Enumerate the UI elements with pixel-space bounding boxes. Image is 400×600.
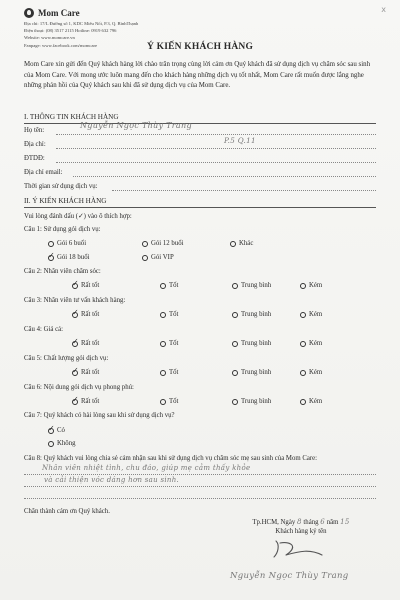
check-mark-icon: ✓ [72,365,79,375]
brand-name: Mom Care [38,8,80,18]
option-label: Rất tốt [81,340,100,347]
check-mark-icon: ✓ [72,278,79,288]
q8-line-3 [24,498,376,499]
option-label: Kém [309,282,323,289]
contact-fanpage: Fanpage: www.facebook.com/momcare [24,42,98,48]
signature-name: Nguyễn Ngọc Thùy Trang [230,571,349,581]
radio-icon[interactable] [72,307,79,318]
q1-option-other[interactable] [230,240,253,247]
q8-label: Câu 8: Quý khách vui lòng chia sẻ cảm nhận sau khi sử dụng dịch vụ chăm sóc mẹ sau sinh của Mom Care: [24,455,318,462]
radio-icon[interactable] [160,312,166,318]
radio-icon[interactable] [300,399,306,405]
q1-option-vip[interactable] [142,254,174,261]
q4-option-1[interactable] [160,340,178,347]
field-usage-time-line[interactable] [112,190,376,191]
radio-icon[interactable] [48,250,55,261]
check-mark-icon: ✓ [48,250,55,260]
q6-option-1[interactable] [160,398,178,405]
section-customer-info-heading: I. THÔNG TIN KHÁCH HÀNG [24,113,119,121]
instruction-text: Vui lòng đánh dấu (✓) vào ô thích hợp: [24,213,132,220]
q4-label: Câu 4: Giá cả: [24,326,64,333]
q6-option-3[interactable] [300,398,322,405]
option-label: Tốt [169,282,179,289]
radio-icon[interactable] [230,241,236,247]
option-label: Tốt [169,369,179,376]
q2-option-0[interactable] [72,278,100,289]
q3-option-3[interactable] [300,311,322,318]
q3-option-0[interactable] [72,307,100,318]
section-divider [24,207,376,208]
option-label: Rất tốt [81,369,100,376]
q7-label: Câu 7: Quý khách có hài lòng sau khi sử dụng dịch vụ? [24,412,175,419]
field-email-line[interactable] [73,176,376,177]
date-year[interactable]: 15 [340,518,350,526]
month-label: tháng [303,519,319,526]
radio-icon[interactable] [160,370,166,376]
q6-option-2[interactable] [232,398,271,405]
option-label: Kém [309,311,323,318]
option-label: Gói 6 buổi [57,240,87,247]
option-label: Khác [239,240,254,247]
radio-icon[interactable] [142,255,148,261]
field-name-value[interactable]: Nguyễn Ngọc Thùy Trang [80,121,192,130]
signature-date-line [226,518,376,526]
q1-option-12[interactable] [142,240,183,247]
option-label: Tốt [169,311,179,318]
option-label: Kém [309,369,323,376]
q3-label: Câu 3: Nhân viên tư vấn khách hàng: [24,297,126,304]
q8-line-1 [24,474,376,475]
q8-answer-line-1[interactable]: Nhân viên nhiệt tình, chu đáo, giúp mẹ cảm thấy khỏe [42,464,251,472]
option-label: Tốt [169,398,179,405]
signature-label: Khách hàng ký tên [275,528,327,535]
q5-option-1[interactable] [160,369,178,376]
date-prefix: Tp.HCM, Ngày [252,519,296,526]
q5-option-2[interactable] [232,369,271,376]
check-mark-icon: ✓ [72,336,79,346]
radio-icon[interactable] [232,341,238,347]
option-label: Rất tốt [81,311,100,318]
field-phone-line[interactable] [56,162,376,163]
radio-icon[interactable] [232,370,238,376]
contact-website: Website: www.momcare.vn [24,35,75,41]
q4-option-0[interactable] [72,336,100,347]
q2-option-2[interactable] [232,282,271,289]
option-label: Gói 18 buổi [57,254,90,261]
radio-icon[interactable] [300,341,306,347]
radio-icon[interactable] [48,241,54,247]
radio-icon[interactable] [300,312,306,318]
section-feedback-heading: II. Ý KIẾN KHÁCH HÀNG [24,197,107,205]
option-label: Trung bình [241,398,272,405]
q5-option-3[interactable] [300,369,322,376]
year-label: năm [326,519,339,526]
form-title: Ý KIẾN KHÁCH HÀNG [146,42,254,52]
option-label: Trung bình [241,369,272,376]
field-name-label: Họ tên: [24,127,45,134]
option-label: Có [57,427,65,434]
option-label: Không [57,440,76,447]
signature-scribble-icon [270,537,330,561]
option-label: Rất tốt [81,398,100,405]
radio-icon[interactable] [72,278,79,289]
q8-answer-line-2[interactable]: và cải thiện vóc dáng hơn sau sinh. [44,476,180,484]
q3-option-1[interactable] [160,311,178,318]
q7-option-no[interactable] [48,440,76,447]
q1-option-6[interactable] [48,240,86,247]
field-usage-time-label: Thời gian sử dụng dịch vụ: [24,183,98,190]
radio-icon[interactable] [160,283,166,289]
date-month[interactable]: 6 [320,518,325,526]
mom-care-logo-icon [24,8,34,18]
q1-option-18[interactable] [48,250,90,261]
q6-option-0[interactable] [72,394,100,405]
radio-icon[interactable] [72,336,79,347]
corner-mark: x [381,5,386,14]
check-mark-icon: ✓ [72,307,79,317]
radio-icon[interactable] [232,312,238,318]
radio-icon[interactable] [48,423,55,434]
radio-icon[interactable] [232,399,238,405]
field-email-label: Địa chỉ email: [24,169,63,176]
section-divider [24,123,376,124]
contact-address: Địa chỉ: 17/L Đường số 1, KDC Miếu Nổi, P.3, Q. BìnhThạnh [24,21,139,26]
radio-icon[interactable] [300,370,306,376]
field-address-label: Địa chỉ: [24,141,46,148]
option-label: Tốt [169,340,179,347]
q5-label: Câu 5: Chất lượng gói dịch vụ: [24,355,109,362]
option-label: Trung bình [241,282,272,289]
field-name-line [56,134,376,135]
q2-label: Câu 2: Nhân viên chăm sóc: [24,268,101,275]
q2-option-3[interactable] [300,282,322,289]
radio-icon[interactable] [72,365,79,376]
brand-header [24,8,80,18]
option-label: Gói VIP [151,254,174,261]
radio-icon[interactable] [48,441,54,447]
option-label: Trung bình [241,311,272,318]
radio-icon[interactable] [160,399,166,405]
q3-option-2[interactable] [232,311,271,318]
radio-icon[interactable] [72,394,79,405]
option-label: Rất tốt [81,282,100,289]
q5-option-0[interactable] [72,365,100,376]
q6-label: Câu 6: Nội dung gói dịch vụ phong phú: [24,384,134,391]
check-mark-icon: ✓ [72,394,79,404]
radio-icon[interactable] [232,283,238,289]
field-address-value[interactable]: P.5 Q.11 [224,136,256,145]
q1-label: Câu 1: Sử dụng gói dịch vụ: [24,226,101,233]
date-day[interactable]: 8 [296,518,302,526]
option-label: Kém [309,398,323,405]
option-label: Kém [309,340,323,347]
q2-option-1[interactable] [160,282,178,289]
check-mark-icon: ✓ [48,423,55,433]
contact-phone: Điện thoại: (08) 3517 2115 Hotline: 0919 632 796 [24,28,117,34]
field-address-line [56,148,376,149]
field-phone-label: ĐTDĐ: [24,155,45,162]
closing-thanks: Chân thành cám ơn Quý khách. [24,508,110,515]
radio-icon[interactable] [300,283,306,289]
q4-option-2[interactable] [232,340,271,347]
intro-paragraph: Mom Care xin gửi đến Quý khách hàng lời chào trân trọng cùng lời cảm ơn Quý khách đã sử dụng dịch vụ chăm sóc sau sinh của Mom Care. Với mong ước luôn mang đến cho khách hàng những dịch vụ tốt nhất, Mom Care rất muốn được lắng nghe những phản hồi của Quý khách sau khi đã sử dụng dịch vụ của Mom Care. [24,61,371,89]
q8-line-2 [24,486,376,487]
radio-icon[interactable] [142,241,148,247]
option-label: Gói 12 buổi [151,240,184,247]
q4-option-3[interactable] [300,340,322,347]
q7-option-yes[interactable] [48,423,65,434]
radio-icon[interactable] [160,341,166,347]
option-label: Trung bình [241,340,272,347]
